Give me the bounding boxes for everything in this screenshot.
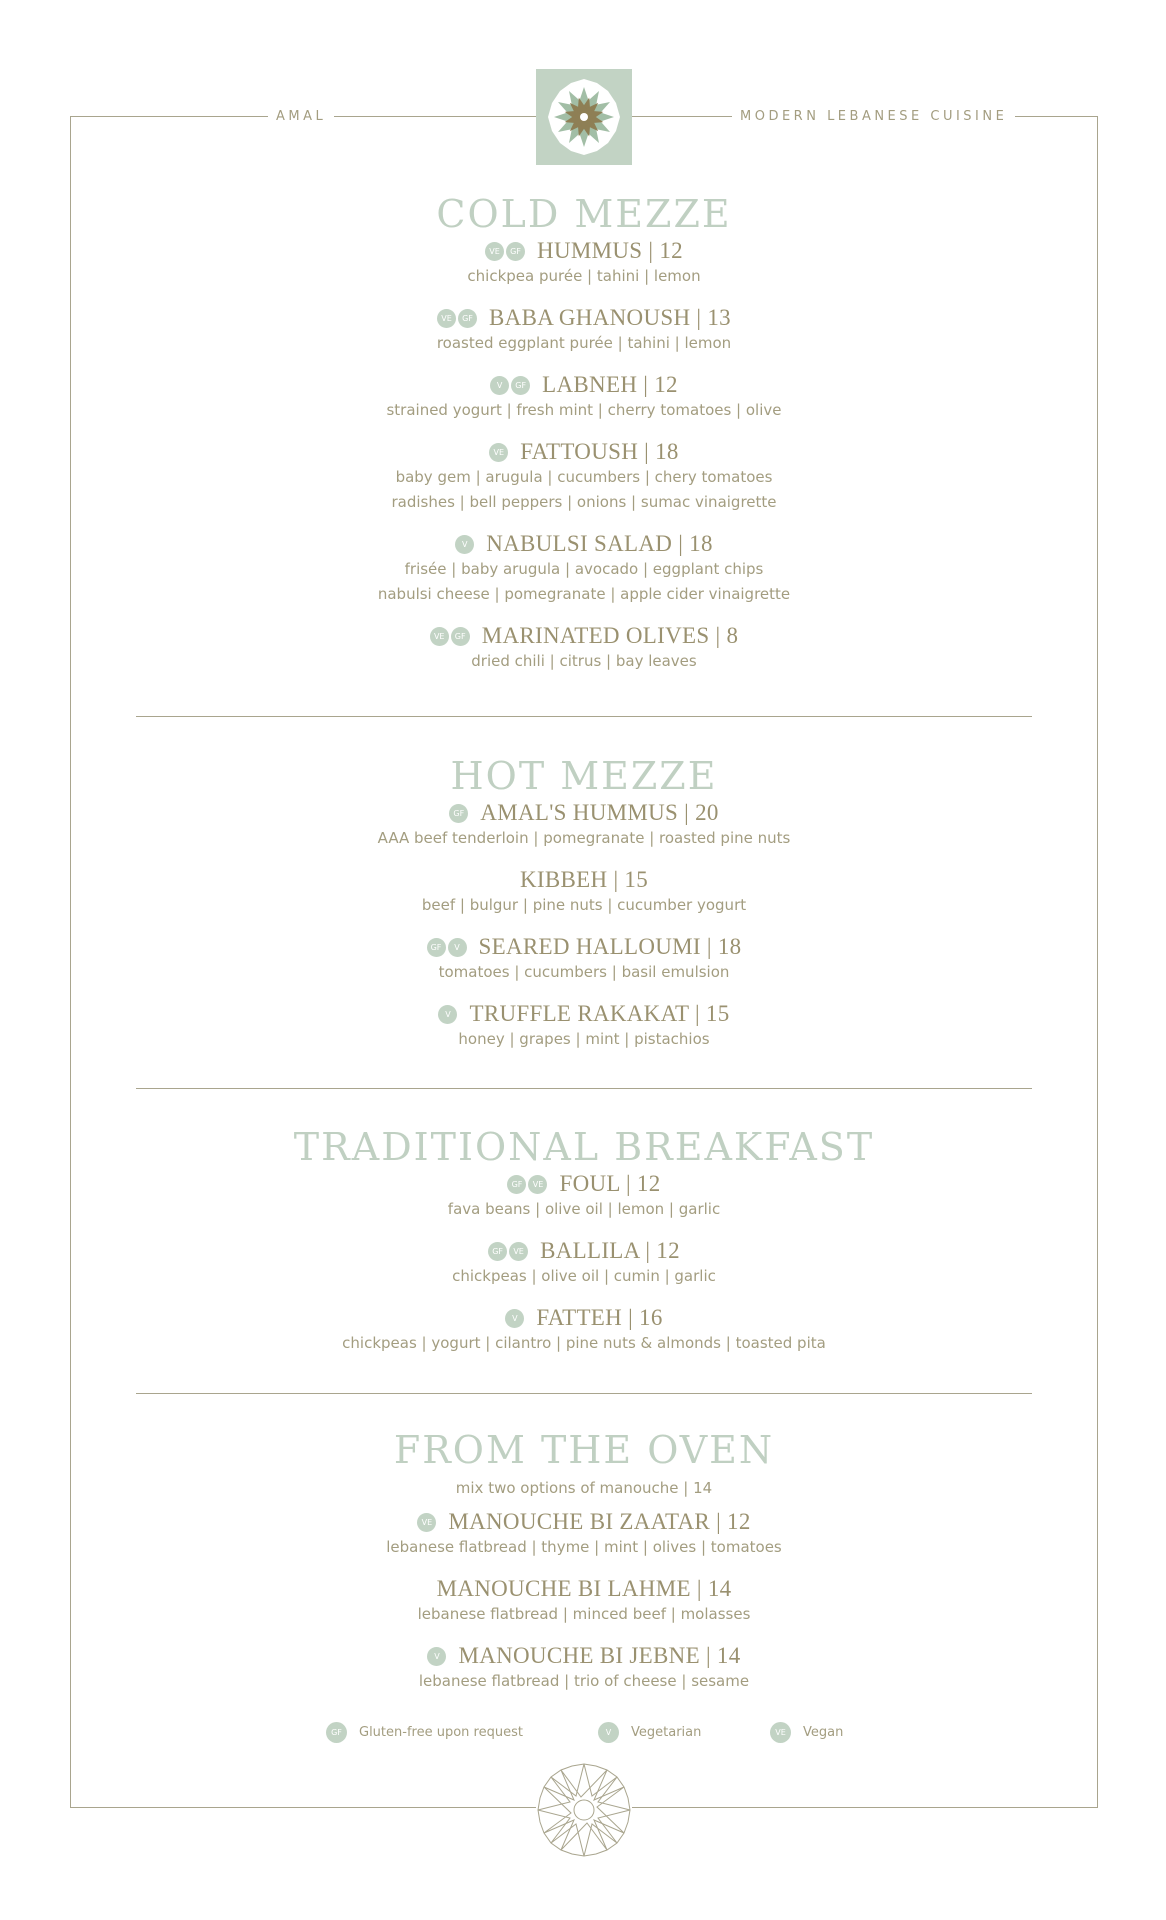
flower-mandala-icon: [536, 69, 632, 165]
menu-item: [136, 305, 1032, 356]
section-title: FROM THE OVEN: [393, 1428, 775, 1472]
item-description: honey | grapes | mint | pistachios: [458, 1030, 710, 1048]
item-name-row: [136, 305, 1032, 331]
diet-badge-icon: VE: [417, 1513, 436, 1532]
diet-badges: [430, 627, 472, 646]
menu-item: [136, 800, 1032, 851]
diet-badges: [449, 804, 470, 823]
diet-badges: [489, 443, 510, 462]
item-name-row: [136, 623, 1032, 649]
diet-badge-icon: VE: [489, 443, 508, 462]
diet-badge-icon: V: [455, 535, 474, 554]
item-name: TRUFFLE RAKAKAT | 15: [469, 1001, 730, 1026]
item-name-row: [136, 1001, 1032, 1027]
item-description: beef | bulgur | pine nuts | cucumber yogurt: [421, 896, 747, 914]
item-name: BABA GHANOUSH | 13: [489, 305, 731, 330]
item-name: HUMMUS | 12: [537, 238, 683, 263]
item-description: nabulsi cheese | pomegranate | apple cider vinaigrette: [377, 585, 791, 603]
item-description: radishes | bell peppers | onions | sumac vinaigrette: [391, 493, 777, 511]
item-name: FATTOUSH | 18: [520, 439, 679, 464]
legend-label: Gluten-free upon request: [359, 1725, 523, 1740]
diet-badges: [488, 1242, 530, 1261]
item-name-row: [136, 800, 1032, 826]
menu-item: [136, 1305, 1032, 1356]
item-name: BALLILA | 12: [540, 1238, 680, 1263]
diet-badges: [427, 1647, 448, 1666]
menu-item: [136, 531, 1032, 607]
item-description: tomatoes | cucumbers | basil emulsion: [438, 963, 730, 981]
item-name: MANOUCHE BI JEBNE | 14: [458, 1643, 741, 1668]
diet-badges: [427, 938, 469, 957]
menu-item: [136, 439, 1032, 515]
diet-badges: [490, 376, 532, 395]
item-name-row: [136, 439, 1032, 465]
legend-item: [326, 1722, 523, 1743]
item-name: SEARED HALLOUMI | 18: [478, 934, 742, 959]
geometric-star-icon: [536, 1762, 632, 1858]
item-name-row: [136, 867, 1032, 893]
item-description: lebanese flatbread | trio of cheese | sesame: [418, 1672, 750, 1690]
menu-item: [136, 867, 1032, 918]
legend-label: Vegan: [803, 1725, 844, 1740]
item-name-row: [136, 1643, 1032, 1669]
diet-badge-icon: VE: [437, 309, 456, 328]
diet-badge-icon: GF: [488, 1242, 507, 1261]
menu-item: [136, 1509, 1032, 1560]
item-description: frisée | baby arugula | avocado | eggplant chips: [404, 560, 764, 578]
item-name-row: [136, 1576, 1032, 1602]
item-name: FATTEH | 16: [536, 1305, 663, 1330]
diet-badges: [455, 535, 476, 554]
menu-section: [136, 1125, 1032, 1372]
menu-item: [136, 1643, 1032, 1694]
section-divider: [136, 1088, 1032, 1089]
item-description: AAA beef tenderloin | pomegranate | roasted pine nuts: [377, 829, 791, 847]
item-description: fava beans | olive oil | lemon | garlic: [447, 1200, 721, 1218]
item-description: lebanese flatbread | minced beef | molasses: [417, 1605, 751, 1623]
item-name-row: [136, 1238, 1032, 1264]
legend-label: Vegetarian: [631, 1725, 702, 1740]
diet-badge-icon: V: [448, 938, 467, 957]
diet-badge-icon: V: [505, 1309, 524, 1328]
item-name: FOUL | 12: [559, 1171, 661, 1196]
diet-badge-icon: VE: [485, 242, 504, 261]
item-description: chickpeas | olive oil | cumin | garlic: [452, 1267, 716, 1285]
menu-item: [136, 1001, 1032, 1052]
item-name-row: [136, 1509, 1032, 1535]
section-title: COLD MEZZE: [436, 192, 732, 236]
menu-item: [136, 1171, 1032, 1222]
menu-section: [136, 1428, 1032, 1710]
diet-badge-icon: VE: [770, 1722, 791, 1743]
diet-badge-icon: GF: [511, 376, 530, 395]
diet-badges: [417, 1513, 438, 1532]
menu-item: [136, 934, 1032, 985]
item-description: strained yogurt | fresh mint | cherry tomatoes | olive: [386, 401, 782, 419]
diet-badge-icon: GF: [506, 242, 525, 261]
item-description: chickpeas | yogurt | cilantro | pine nuts & almonds | toasted pita: [342, 1334, 826, 1352]
menu-item: [136, 372, 1032, 423]
item-name-row: [136, 934, 1032, 960]
item-description: roasted eggplant purée | tahini | lemon: [436, 334, 732, 352]
item-name: LABNEH | 12: [542, 372, 678, 397]
restaurant-name: AMAL: [268, 107, 334, 127]
diet-badge-icon: GF: [451, 627, 470, 646]
diet-badges: [485, 242, 527, 261]
legend-item: [598, 1722, 701, 1743]
section-title: TRADITIONAL BREAKFAST: [293, 1125, 875, 1169]
dietary-legend: [0, 1722, 1166, 1746]
item-name: KIBBEH | 15: [519, 867, 648, 892]
item-description: lebanese flatbread | thyme | mint | olives | tomatoes: [386, 1538, 782, 1556]
item-name-row: [136, 238, 1032, 264]
diet-badge-icon: VE: [430, 627, 449, 646]
diet-badge-icon: V: [490, 376, 509, 395]
diet-badge-icon: GF: [507, 1175, 526, 1194]
item-name-row: [136, 1305, 1032, 1331]
section-divider: [136, 1393, 1032, 1394]
menu-section: [136, 192, 1032, 690]
item-name-row: [136, 372, 1032, 398]
section-title: HOT MEZZE: [450, 754, 718, 798]
menu-item: [136, 623, 1032, 674]
section-note: mix two options of manouche | 14: [455, 1479, 713, 1497]
menu-section: [136, 754, 1032, 1068]
diet-badges: [507, 1175, 549, 1194]
diet-badge-icon: V: [427, 1647, 446, 1666]
item-name-row: [136, 531, 1032, 557]
menu-item: [136, 1576, 1032, 1627]
item-name-row: [136, 1171, 1032, 1197]
menu-item: [136, 238, 1032, 289]
section-divider: [136, 716, 1032, 717]
diet-badge-icon: GF: [449, 804, 468, 823]
item-description: chickpea purée | tahini | lemon: [467, 267, 701, 285]
item-name: MANOUCHE BI ZAATAR | 12: [448, 1509, 751, 1534]
diet-badges: [437, 309, 479, 328]
item-name: NABULSI SALAD | 18: [486, 531, 713, 556]
diet-badge-icon: V: [598, 1722, 619, 1743]
item-name: MARINATED OLIVES | 8: [481, 623, 739, 648]
diet-badge-icon: VE: [528, 1175, 547, 1194]
diet-badge-icon: VE: [509, 1242, 528, 1261]
item-description: baby gem | arugula | cucumbers | chery tomatoes: [395, 468, 773, 486]
diet-badges: [505, 1309, 526, 1328]
item-description: dried chili | citrus | bay leaves: [471, 652, 697, 670]
diet-badge-icon: GF: [427, 938, 446, 957]
diet-badge-icon: V: [438, 1005, 457, 1024]
restaurant-tagline: MODERN LEBANESE CUISINE: [732, 107, 1015, 127]
item-name: MANOUCHE BI LAHME | 14: [436, 1576, 732, 1601]
menu-item: [136, 1238, 1032, 1289]
item-name: AMAL'S HUMMUS | 20: [480, 800, 719, 825]
legend-item: [770, 1722, 843, 1743]
diet-badge-icon: GF: [458, 309, 477, 328]
diet-badge-icon: GF: [326, 1722, 347, 1743]
diet-badges: [438, 1005, 459, 1024]
